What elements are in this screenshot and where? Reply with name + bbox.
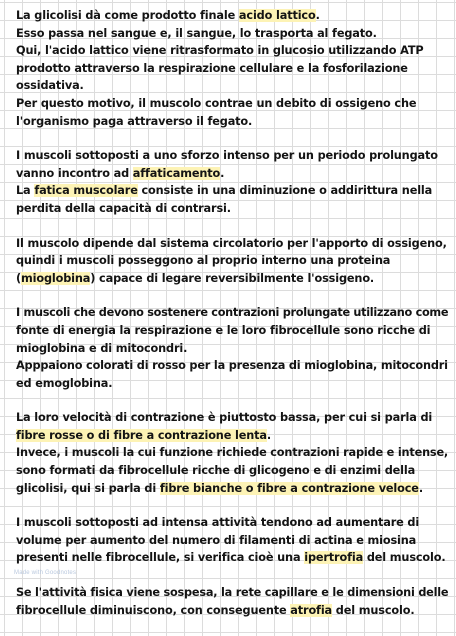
note-page xyxy=(16,7,449,636)
text-segment: volume per aumento del numero di filamenti di actina e miosina xyxy=(16,533,417,547)
text-segment: consiste in una diminuzione o addirittura nella xyxy=(137,184,433,198)
text-segment: l'organismo paga attraverso il fegato. xyxy=(16,114,253,128)
text-line xyxy=(16,462,446,480)
paragraph xyxy=(16,147,446,217)
text-segment: glicolisi, qui si parla di xyxy=(16,481,160,495)
text-line xyxy=(16,549,446,567)
paragraph xyxy=(16,7,446,130)
text-segment: La glicolisi dà come prodotto finale xyxy=(16,9,239,22)
highlighted-term: mioglobina xyxy=(21,271,91,285)
text-line xyxy=(16,375,446,393)
highlighted-term: acido lattico xyxy=(238,9,316,22)
text-line xyxy=(16,357,446,375)
text-line xyxy=(16,444,449,462)
text-segment: Il muscolo dipende dal sistema circolatorio per l'apporto di ossigeno, xyxy=(16,236,447,250)
text-line xyxy=(16,182,446,200)
text-segment: I muscoli sottoposti ad intensa attività tendono ad aumentare di xyxy=(16,516,420,530)
text-line xyxy=(16,252,446,270)
highlighted-term: ipertrofia xyxy=(304,551,364,565)
text-line xyxy=(16,165,446,183)
text-segment: . xyxy=(266,428,271,442)
highlighted-term: affaticamento xyxy=(132,166,221,180)
text-line xyxy=(16,514,446,532)
text-segment: Se l'attività fisica viene sospesa, la rete capillare e le dimensioni delle xyxy=(16,586,449,600)
text-line xyxy=(16,42,446,60)
text-line xyxy=(16,322,446,340)
text-segment: presenti nelle fibrocellule, si verifica cioè una xyxy=(16,551,305,565)
text-segment: ( xyxy=(16,271,22,285)
text-segment: Invece, i muscoli la cui funzione richiede contrazioni rapide e intense, xyxy=(16,446,449,460)
text-line xyxy=(16,584,449,602)
text-segment: Apppaiono colorati di rosso per la presenza di mioglobina, mitocondri xyxy=(16,359,448,373)
text-segment: mioglobina e di mitocondri. xyxy=(16,341,188,355)
text-segment: del muscolo. xyxy=(332,603,415,617)
text-line xyxy=(16,147,446,165)
highlighted-term: atrofia xyxy=(290,603,333,617)
text-segment: fibrocellule diminuiscono, con conseguente xyxy=(16,603,291,617)
text-segment: . xyxy=(315,9,320,22)
text-segment: I muscoli sottoposti a uno sforzo intenso per un periodo prolungato xyxy=(16,149,438,163)
text-line xyxy=(16,427,446,445)
highlighted-term: fatica muscolare xyxy=(34,184,138,198)
text-line xyxy=(16,113,446,131)
paragraph xyxy=(16,409,449,497)
text-line xyxy=(16,200,446,218)
text-line xyxy=(16,77,446,95)
text-line xyxy=(16,409,446,427)
watermark: Made with Goodnotes xyxy=(14,570,77,576)
paragraph xyxy=(16,304,449,392)
paragraph xyxy=(16,235,446,288)
text-segment: . xyxy=(418,481,423,495)
highlighted-term: fibre rosse o di fibre a contrazione lenta xyxy=(16,428,267,442)
text-line xyxy=(16,602,446,620)
text-segment: sono formati da fibrocellule ricche di glicogeno e di enzimi della xyxy=(16,464,416,478)
text-segment: ossidativa. xyxy=(16,79,84,93)
text-line xyxy=(16,340,446,358)
text-segment: . xyxy=(220,166,225,180)
text-line xyxy=(16,235,446,253)
highlighted-term: fibre bianche o fibre a contrazione veloce xyxy=(159,481,419,495)
text-line xyxy=(16,25,446,43)
text-segment: I muscoli che devono sostenere contrazioni prolungate utilizzano come xyxy=(16,306,449,320)
text-segment: Per questo motivo, il muscolo contrae un debito di ossigeno che xyxy=(16,96,417,110)
text-line xyxy=(16,480,446,498)
text-segment: ) capace di legare reversibilmente l'ossigeno. xyxy=(90,271,375,285)
text-segment: La xyxy=(16,184,35,198)
text-line xyxy=(16,7,446,25)
text-segment: prodotto attraverso la respirazione cellulare e la fosforilazione xyxy=(16,61,408,75)
text-line xyxy=(16,532,446,550)
text-segment: ed emoglobina. xyxy=(16,376,113,390)
text-line xyxy=(16,95,446,113)
text-segment: fonte di energia la respirazione e le loro fibrocellule sono ricche di xyxy=(16,323,431,337)
text-line xyxy=(16,60,446,78)
text-line xyxy=(16,270,446,288)
text-segment: Esso passa nel sangue e, il sangue, lo trasporta al fegato. xyxy=(16,26,377,40)
text-line xyxy=(16,304,449,322)
text-segment: del muscolo. xyxy=(363,551,446,565)
text-segment: perdita della capacità di contrarsi. xyxy=(16,201,231,215)
text-segment: La loro velocità di contrazione è piuttosto bassa, per cui si parla di xyxy=(16,411,433,425)
paragraph xyxy=(16,514,446,567)
text-segment: quindi i muscoli posseggono al proprio interno una proteina xyxy=(16,254,391,268)
text-segment: vanno incontro ad xyxy=(16,166,133,180)
paragraph xyxy=(16,584,449,619)
text-segment: Qui, l'acido lattico viene ritrasformato in glucosio utilizzando ATP xyxy=(16,44,424,58)
